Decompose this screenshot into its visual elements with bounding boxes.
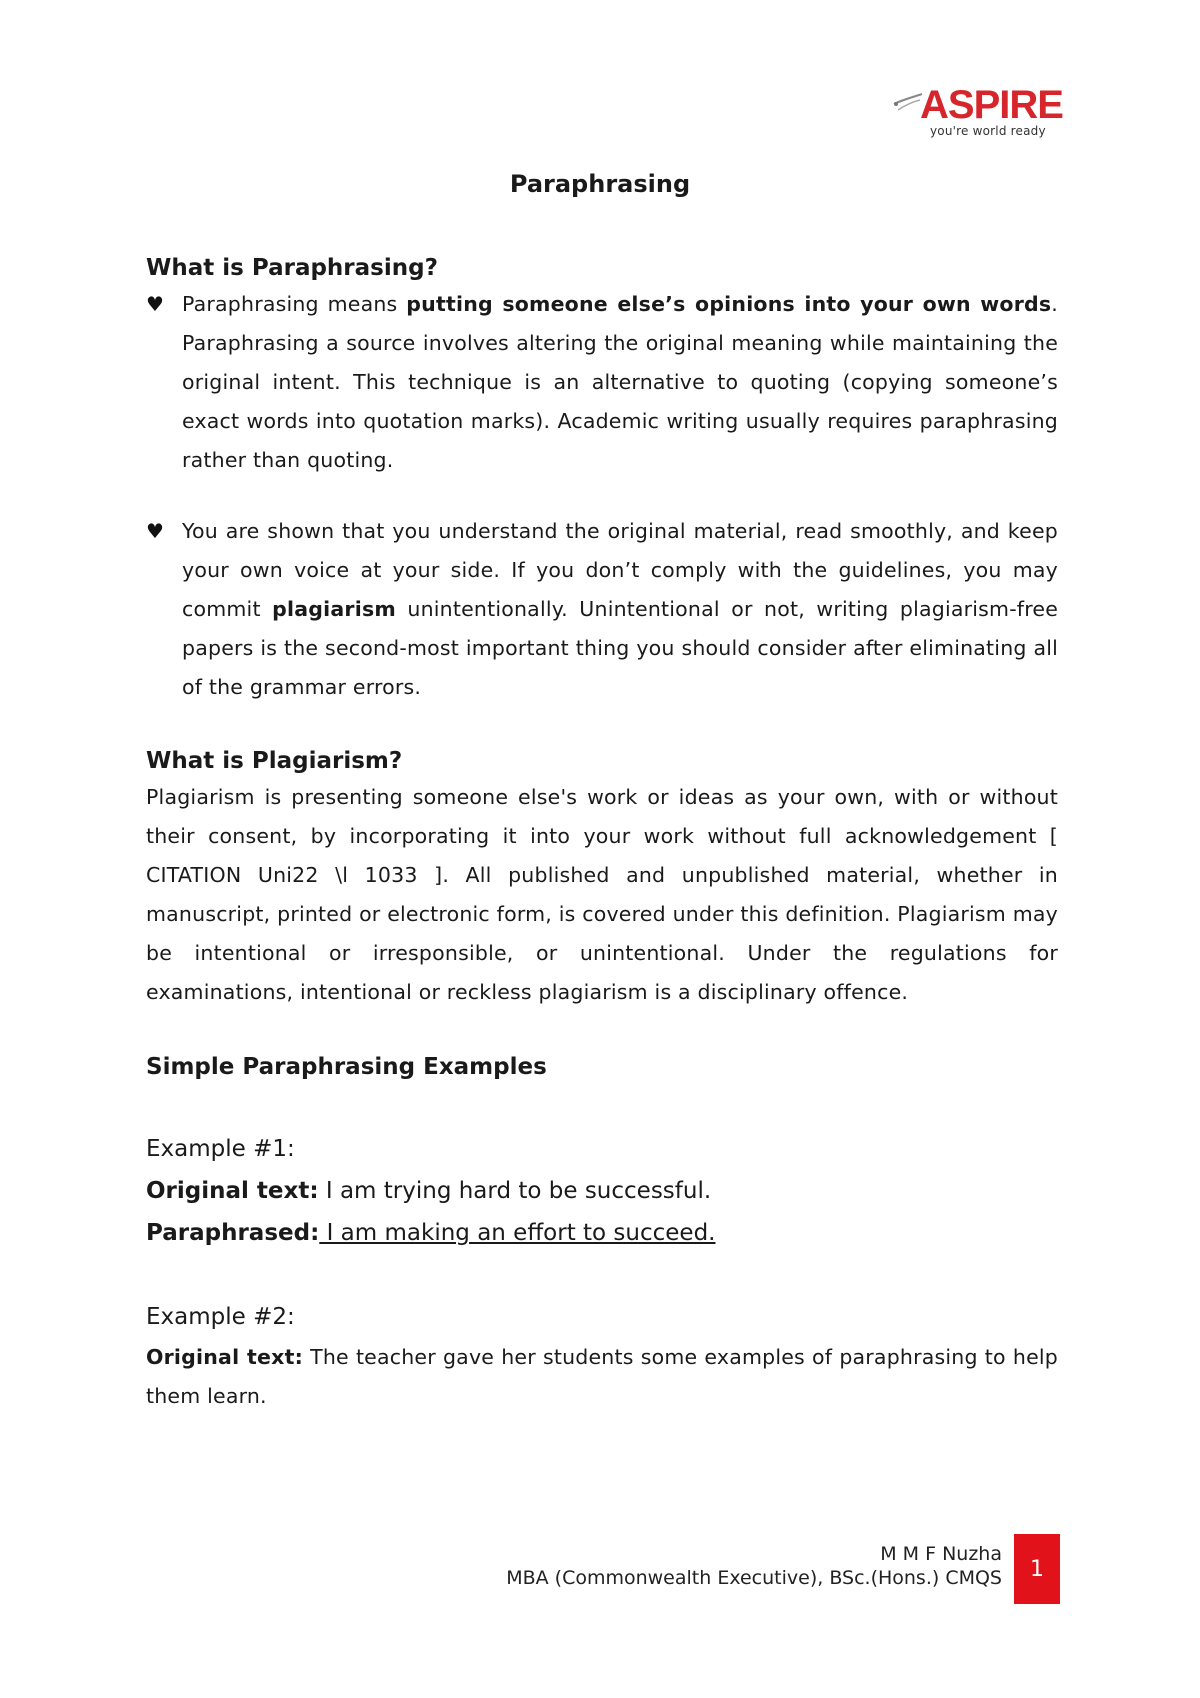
example-2-original xyxy=(146,1338,1058,1416)
bullet-item xyxy=(146,512,1058,707)
paraphrased-text: I am making an effort to succeed. xyxy=(319,1220,716,1246)
text-run: . Paraphrasing a source involves altering the original meaning while maintaining the original intent. This technique is an alternative to quoting (copying someone’s exact words into quotation marks). Academic writing usually requires paraphrasing rather than quoting. xyxy=(182,292,1058,472)
page-number-badge: 1 xyxy=(1014,1534,1060,1604)
aspire-logo xyxy=(892,82,1072,144)
paraphrased-label: Paraphrased: xyxy=(146,1220,320,1246)
example-2-label: Example #2: xyxy=(146,1304,295,1330)
paraphrasing-bullets xyxy=(146,285,1058,707)
text-run: unintentionally. Unintentional or not, writing plagiarism-free papers is the second-most important thing you should consider after eliminating all of the grammar errors. xyxy=(182,597,1059,699)
bullet-item xyxy=(146,285,1058,480)
logo-wordmark: ASPIRE xyxy=(920,83,1063,127)
heading-what-is-plagiarism: What is Plagiarism? xyxy=(146,748,403,774)
bullet-text xyxy=(182,285,1058,480)
example-1-paraphrased xyxy=(146,1212,1058,1254)
original-label: Original text: xyxy=(146,1345,303,1369)
author-name: M M F Nuzha xyxy=(880,1543,1002,1565)
example-1-label: Example #1: xyxy=(146,1136,295,1162)
heading-examples: Simple Paraphrasing Examples xyxy=(146,1054,547,1080)
author-credentials: MBA (Commonwealth Executive), BSc.(Hons.) CMQS xyxy=(506,1567,1002,1589)
original-text: I am trying hard to be successful. xyxy=(318,1178,712,1204)
footer-author xyxy=(506,1542,1002,1590)
original-label: Original text: xyxy=(146,1178,319,1204)
page-title: Paraphrasing xyxy=(509,170,691,198)
document-body xyxy=(146,251,1058,1416)
text-run: You are shown that you understand the original material, read smoothly, and keep your own voice at your side. If you don’t comply with the guidelines, you may commit xyxy=(182,519,1058,621)
logo-tagline: you're world ready xyxy=(930,124,1046,138)
heart-bullet-icon: ♥ xyxy=(146,292,164,316)
example-1-original xyxy=(146,1170,1058,1212)
bold-phrase: plagiarism xyxy=(272,597,396,621)
bold-phrase: putting someone else’s opinions into your own words xyxy=(406,292,1052,316)
heart-bullet-icon: ♥ xyxy=(146,519,164,543)
original-text: The teacher gave her students some examples of paraphrasing to help them learn. xyxy=(146,1345,1058,1408)
bullet-text xyxy=(182,512,1058,707)
heading-what-is-paraphrasing: What is Paraphrasing? xyxy=(146,255,438,281)
plagiarism-paragraph: Plagiarism is presenting someone else's work or ideas as your own, with or without their consent, by incorporating it into your work without full acknowledgement [ CITATION Uni22 \l 1033 ]. All published and unpublished material, whether in manuscript, printed or electronic form, is covered under this definition. Plagiarism may be intentional or irresponsible, or unintentional. Under the regulations for examinations, intentional or reckless plagiarism is a disciplinary offence. xyxy=(146,785,1058,1004)
text-run: Paraphrasing means xyxy=(182,292,407,316)
